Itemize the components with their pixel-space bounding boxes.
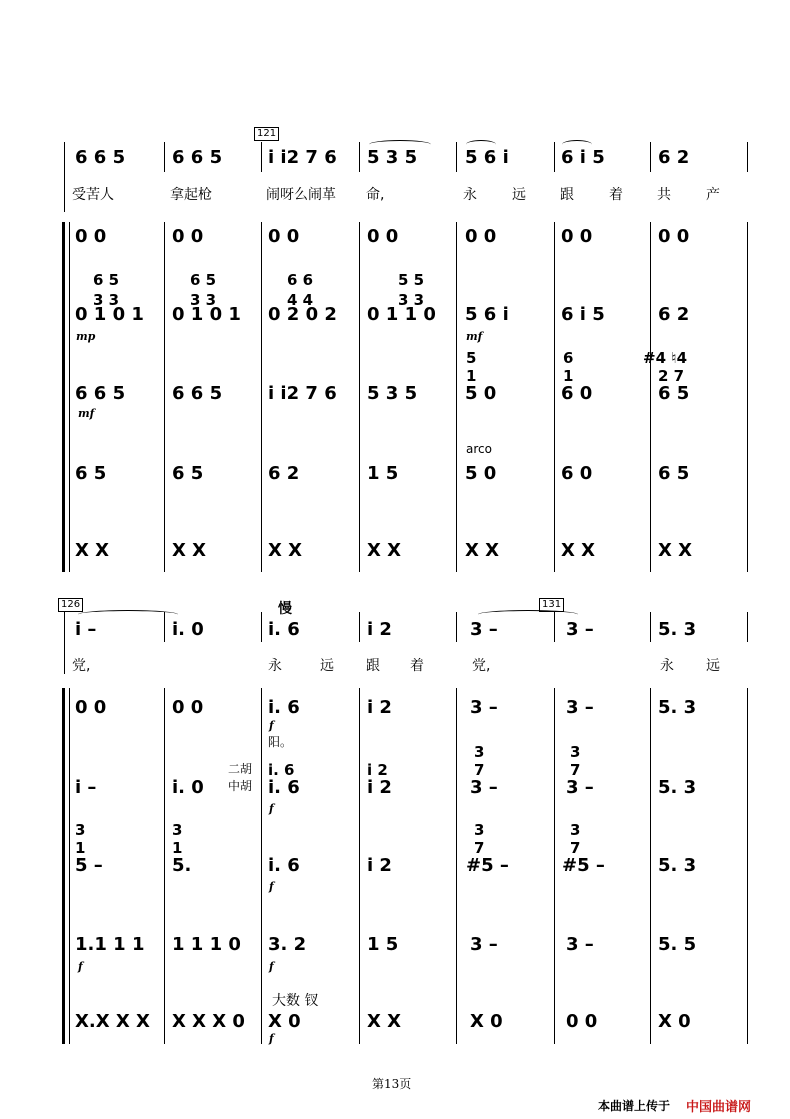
lyric-text: 阳。 — [268, 735, 293, 749]
chord-note: 6 5 — [190, 271, 217, 289]
lyric: 命, — [366, 187, 385, 203]
measure: 0 0 — [566, 1011, 598, 1032]
measure: #5 – — [466, 855, 509, 876]
lyric: 受苦人 — [72, 187, 114, 203]
lyric: 永 — [660, 658, 674, 674]
upload-note: 本曲谱上传于 — [598, 1099, 671, 1113]
tempo-marking: 慢 — [278, 601, 292, 617]
dynamic-mark: mp — [76, 330, 96, 343]
measure: 6 0 — [561, 383, 593, 404]
instrument-line-1 — [0, 696, 790, 720]
measure: 6 2 — [268, 463, 300, 484]
measure: i. 6 — [268, 777, 300, 798]
lyric: 共 — [657, 187, 671, 203]
measure: i 2 — [367, 697, 392, 718]
measure: i 2 — [367, 761, 388, 779]
measure: X X — [75, 540, 110, 561]
chord-note: 1 — [563, 367, 574, 385]
measure: i i2 7 6 — [268, 383, 337, 404]
instrument-label: 二胡 — [228, 762, 253, 776]
measure: i 2 — [367, 619, 392, 640]
lyric: 远 — [706, 658, 720, 674]
site-logo[interactable]: 中国曲谱网 — [686, 1100, 752, 1115]
measure: 3 – — [566, 697, 594, 718]
rehearsal-mark: 126 — [58, 598, 83, 612]
lyric: 着 — [609, 187, 623, 203]
measure: 3. 2 — [268, 934, 307, 955]
chord-note: 6 — [563, 349, 574, 367]
lyric: 跟 — [560, 187, 574, 203]
measure: i. 6 — [268, 697, 300, 718]
chord-note: 7 — [474, 761, 485, 779]
chord-note: 5 5 — [398, 271, 425, 289]
percussion-line — [0, 1010, 790, 1034]
measure: 6 5 — [658, 463, 690, 484]
measure: 0 0 — [658, 226, 690, 247]
dynamic-mark: f — [78, 960, 83, 973]
measure: 5. 3 — [658, 777, 697, 798]
measure: 0 1 1 0 — [367, 304, 436, 325]
chord-note: #4 ♮4 — [643, 349, 688, 367]
measure: i. 0 — [172, 619, 204, 640]
measure: X X — [658, 540, 693, 561]
measure: 1 5 — [367, 463, 399, 484]
chord-note: 3 — [474, 743, 485, 761]
measure: 6 2 — [658, 304, 690, 325]
measure: X 0 — [658, 1011, 691, 1032]
measure: 5 0 — [465, 463, 497, 484]
measure: 5. — [172, 855, 192, 876]
measure: 6 0 — [561, 463, 593, 484]
measure: i – — [75, 619, 97, 640]
technique-text: arco — [466, 442, 492, 456]
measure: X X — [172, 540, 207, 561]
measure: 3 – — [566, 619, 594, 640]
chord-note: 3 — [172, 821, 183, 839]
measure: X X X 0 — [172, 1011, 245, 1032]
measure: 6 i 5 — [561, 147, 605, 168]
lyric: 远 — [512, 187, 526, 203]
instrument-line-4 — [0, 933, 790, 957]
measure: 5 6 i — [465, 147, 509, 168]
measure: 6 6 5 — [75, 383, 126, 404]
lyric: 跟 — [366, 658, 380, 674]
measure: 6 i 5 — [561, 304, 605, 325]
dynamic-mark: f — [269, 960, 274, 973]
measure: X X — [367, 1011, 402, 1032]
percussion-label: 大数 钗 — [272, 993, 319, 1009]
measure: X X — [268, 540, 303, 561]
measure: 0 0 — [75, 226, 107, 247]
measure: X.X X X — [75, 1011, 150, 1032]
instrument-line-2 — [0, 303, 790, 327]
measure: i. 6 — [268, 761, 295, 779]
chord-note: 3 3 — [398, 291, 425, 309]
measure: 3 – — [566, 934, 594, 955]
chord-note: 1 — [75, 839, 86, 857]
chord-note: 7 — [474, 839, 485, 857]
measure: 0 0 — [172, 697, 204, 718]
measure: X X — [465, 540, 500, 561]
chord-note: 7 — [570, 839, 581, 857]
lyric: 着 — [410, 658, 424, 674]
instrument-line-3 — [0, 382, 790, 406]
measure: 5 3 5 — [367, 383, 418, 404]
measure: 5 6 i — [465, 304, 509, 325]
measure: i. 6 — [268, 855, 300, 876]
dynamic-mark: mf — [78, 407, 95, 420]
slur — [562, 140, 592, 149]
measure: 0 0 — [172, 226, 204, 247]
measure: X X — [367, 540, 402, 561]
vocal-line — [0, 618, 790, 642]
measure: 0 1 0 1 — [75, 304, 144, 325]
measure: 0 2 0 2 — [268, 304, 337, 325]
lyric: 永 — [463, 187, 477, 203]
measure: 0 1 0 1 — [172, 304, 241, 325]
measure: i. 6 — [268, 619, 300, 640]
page-number: 第13页 — [372, 1077, 412, 1091]
chord-note: 2 7 — [658, 367, 685, 385]
measure: 6 5 — [75, 463, 107, 484]
chord-note: 3 — [75, 821, 86, 839]
measure: X X — [561, 540, 596, 561]
slur — [466, 140, 496, 149]
measure: 1 1 1 0 — [172, 934, 241, 955]
measure: 6 2 — [658, 147, 690, 168]
measure: 0 0 — [367, 226, 399, 247]
lyric: 远 — [320, 658, 334, 674]
lyric: 党, — [72, 658, 91, 674]
measure: i – — [75, 777, 97, 798]
measure: 5 – — [75, 855, 103, 876]
measure: 5. 5 — [658, 934, 697, 955]
instrument-line-1 — [0, 225, 790, 249]
measure: 3 – — [470, 777, 498, 798]
measure: i i2 7 6 — [268, 147, 337, 168]
lyric: 拿起枪 — [170, 187, 212, 203]
measure: 0 0 — [268, 226, 300, 247]
vocal-line — [0, 146, 790, 170]
measure: i. 0 — [172, 777, 204, 798]
dynamic-mark: f — [269, 1032, 274, 1045]
measure: 6 6 5 — [75, 147, 126, 168]
slur — [369, 140, 431, 149]
chord-note: 3 3 — [93, 291, 120, 309]
measure: 5 3 5 — [367, 147, 418, 168]
rehearsal-mark: 121 — [254, 127, 279, 141]
measure: 5. 3 — [658, 697, 697, 718]
lyric: 产 — [706, 187, 720, 203]
measure: 5. 3 — [658, 619, 697, 640]
lyric: 党, — [472, 658, 491, 674]
measure: 6 6 5 — [172, 383, 223, 404]
instrument-line-2 — [0, 776, 790, 800]
measure: #5 – — [562, 855, 605, 876]
chord-note: 3 — [570, 821, 581, 839]
measure: 3 – — [470, 934, 498, 955]
measure: i 2 — [367, 855, 392, 876]
dynamic-mark: mf — [466, 330, 483, 343]
measure: 3 – — [470, 697, 498, 718]
rehearsal-mark: 131 — [539, 598, 564, 612]
measure: 0 0 — [75, 697, 107, 718]
dynamic-mark: f — [269, 880, 274, 893]
chord-note: 3 — [570, 743, 581, 761]
measure: 3 – — [470, 619, 498, 640]
chord-note: 1 — [172, 839, 183, 857]
chord-note: 1 — [466, 367, 477, 385]
measure: 1.1 1 1 — [75, 934, 145, 955]
measure: 6 5 — [658, 383, 690, 404]
measure: 5. 3 — [658, 855, 697, 876]
lyric: 永 — [268, 658, 282, 674]
measure: 6 5 — [172, 463, 204, 484]
instrument-line-3 — [0, 854, 790, 878]
dynamic-mark: f — [269, 719, 274, 732]
chord-note: 3 — [474, 821, 485, 839]
measure: 0 0 — [561, 226, 593, 247]
measure: 6 6 5 — [172, 147, 223, 168]
measure: X 0 — [470, 1011, 503, 1032]
instrument-line-4 — [0, 462, 790, 486]
measure: i 2 — [367, 777, 392, 798]
measure: 0 0 — [465, 226, 497, 247]
chord-note: 5 — [466, 349, 477, 367]
chord-note: 7 — [570, 761, 581, 779]
chord-note: 6 6 — [287, 271, 314, 289]
percussion-line — [0, 539, 790, 563]
chord-note: 4 4 — [287, 291, 314, 309]
dynamic-mark: f — [269, 802, 274, 815]
measure: 3 – — [566, 777, 594, 798]
measure: 5 0 — [465, 383, 497, 404]
chord-note: 6 5 — [93, 271, 120, 289]
lyric: 闹呀么闹革 — [266, 187, 336, 203]
measure: X 0 — [268, 1011, 301, 1032]
instrument-label: 中胡 — [228, 779, 253, 793]
chord-note: 3 3 — [190, 291, 217, 309]
measure: 1 5 — [367, 934, 399, 955]
